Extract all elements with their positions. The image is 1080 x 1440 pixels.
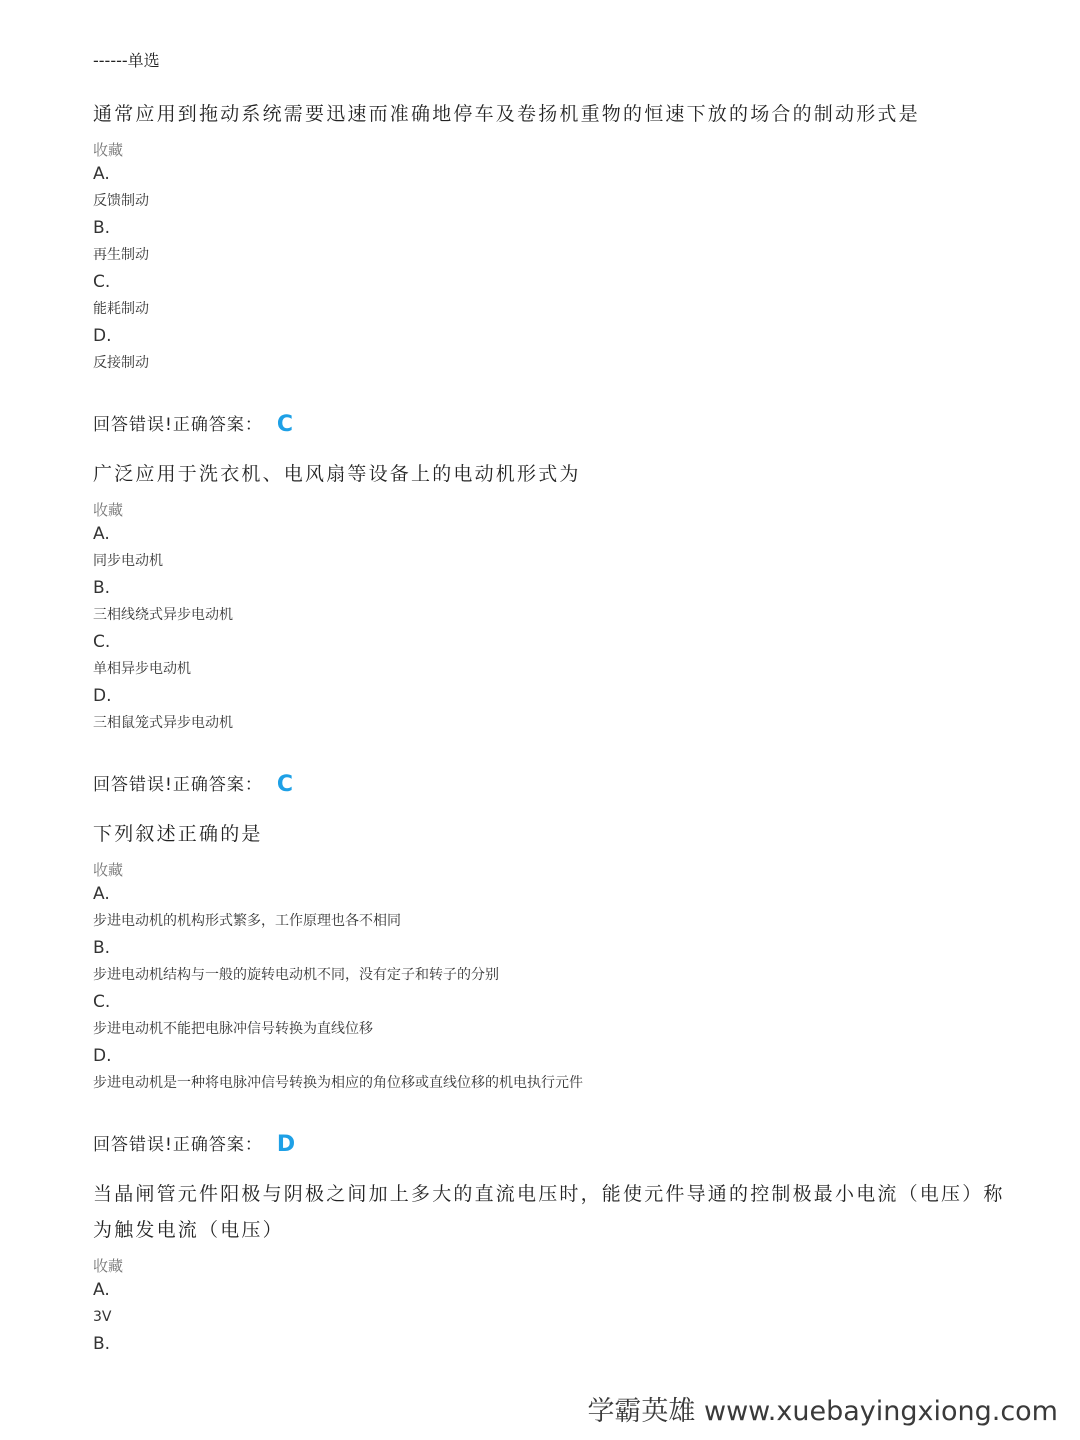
option-d-letter: D. [93,686,112,706]
answer-label: 回答错误!正确答案： [93,775,263,795]
question-title: 广泛应用于洗衣机、电风扇等设备上的电动机形式为 [93,463,581,485]
answer-row [93,766,1020,804]
question-title: 通常应用到拖动系统需要迅速而准确地停车及卷扬机重物的恒速下放的场合的制动形式是 [93,103,920,125]
option-d-letter: D. [93,326,112,346]
option-c-letter: C. [93,992,111,1012]
option-a-text[interactable]: 同步电动机 [93,553,163,569]
option-a-text[interactable]: 反馈制动 [93,193,149,209]
section-label: ------单选 [93,51,160,70]
question-3 [93,816,1020,1164]
correct-answer: C [276,412,293,437]
document-page [93,48,1020,1356]
option-a-letter: A. [93,524,110,544]
favorite-link[interactable]: 收藏 [93,141,124,159]
favorite-link[interactable]: 收藏 [93,1257,124,1275]
option-b-letter: B. [93,1334,111,1354]
option-a-text[interactable]: 3V [93,1309,112,1325]
answer-label: 回答错误!正确答案： [93,415,263,435]
option-a-letter: A. [93,164,110,184]
favorite-link[interactable]: 收藏 [93,861,124,879]
option-b-text[interactable]: 再生制动 [93,247,149,263]
favorite-link[interactable]: 收藏 [93,501,124,519]
question-1 [93,96,1020,444]
site-watermark: 学霸英雄 www.xuebayingxiong.com [587,1396,1058,1427]
option-b-text[interactable]: 三相线绕式异步电动机 [93,607,233,623]
option-a-letter: A. [93,884,110,904]
option-d-letter: D. [93,1046,112,1066]
option-c-text[interactable]: 能耗制动 [93,301,149,317]
option-b-text[interactable]: 步进电动机结构与一般的旋转电动机不同，没有定子和转子的分别 [93,967,499,983]
option-d-text[interactable]: 步进电动机是一种将电脉冲信号转换为相应的角位移或直线位移的机电执行元件 [93,1075,583,1091]
answer-label: 回答错误!正确答案： [93,1135,263,1155]
question-title: 下列叙述正确的是 [93,823,263,845]
option-c-letter: C. [93,272,111,292]
option-a-letter: A. [93,1280,110,1300]
option-c-letter: C. [93,632,111,652]
answer-row [93,1126,1020,1164]
option-b-letter: B. [93,578,111,598]
option-b-letter: B. [93,938,111,958]
correct-answer: D [276,1132,296,1157]
option-d-text[interactable]: 三相鼠笼式异步电动机 [93,715,233,731]
question-2 [93,456,1020,804]
question-title: 当晶闸管元件阳极与阴极之间加上多大的直流电压时，能使元件导通的控制极最小电流（电压）称为触发电流（电压） [93,1183,1005,1241]
option-c-text[interactable]: 步进电动机不能把电脉冲信号转换为直线位移 [93,1021,373,1037]
option-d-text[interactable]: 反接制动 [93,355,149,371]
answer-row [93,406,1020,444]
question-4 [93,1176,1020,1356]
option-c-text[interactable]: 单相异步电动机 [93,661,191,677]
option-a-text[interactable]: 步进电动机的机构形式繁多，工作原理也各不相同 [93,913,401,929]
option-b-letter: B. [93,218,111,238]
correct-answer: C [276,772,293,797]
